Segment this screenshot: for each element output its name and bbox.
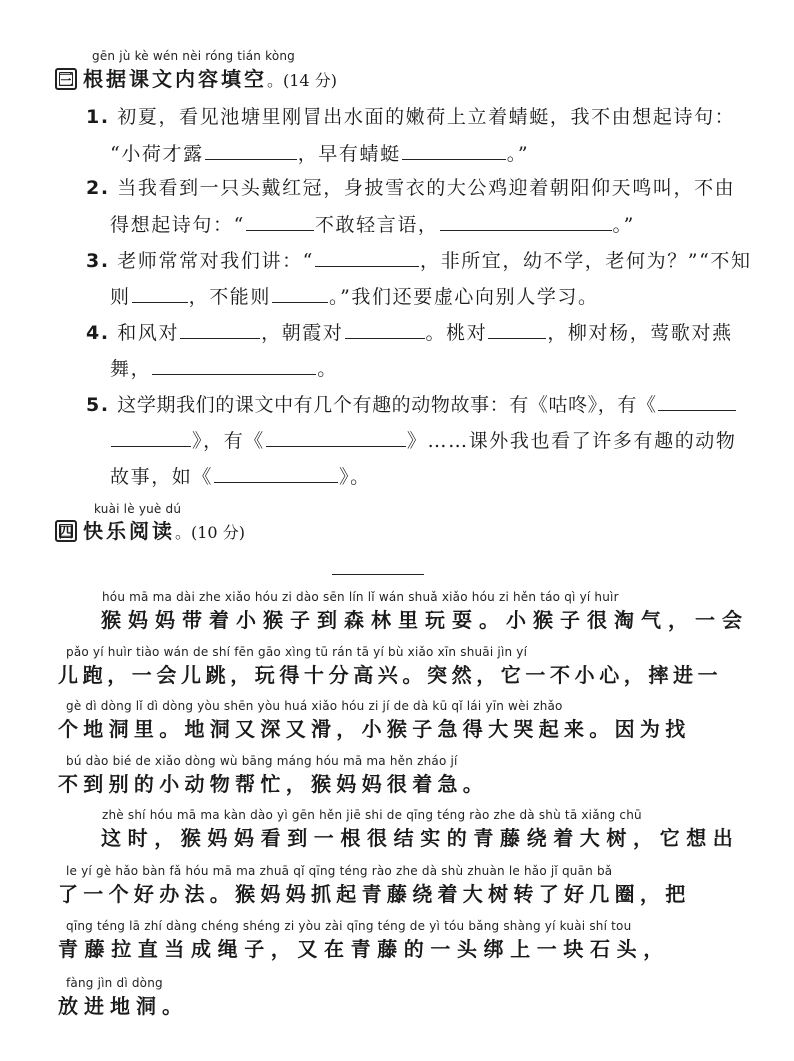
section4-title: 快乐阅读: [83, 519, 175, 543]
story-pinyin-7: qīng téng lā zhí dàng chéng shéng zi yòu zài qīng téng de yì tóu bǎng shàng yí kuài shí tou: [66, 919, 632, 933]
story-line-8: 放进地洞。: [58, 994, 188, 1018]
section4-pinyin: kuài lè yuè dú: [94, 502, 182, 516]
story-pinyin-2: pǎo yí huìr tiào wán de shí fēn gāo xìng tū rán tā yí bù xiǎo xīn shuāi jìn yí: [66, 645, 528, 659]
section4-points: 。(10 分): [175, 523, 245, 542]
story-line-5: 这时，猴妈妈看到一根很结实的青藤绕着大树，它想出: [101, 826, 740, 850]
section4-badge: 四: [55, 520, 77, 542]
q5-line2: 》，有《 》……课外我也看了许多有趣的动物: [110, 427, 737, 454]
q5-blank-1[interactable]: [658, 391, 736, 411]
story-pinyin-5: zhè shí hóu mā ma kàn dào yì gēn hěn jiē shi de qīng téng rào zhe dà shù tā xiǎng chū: [102, 808, 642, 822]
section4-heading: [55, 518, 245, 546]
q3-blank-2[interactable]: [132, 283, 188, 303]
story-pinyin-8: fàng jìn dì dòng: [66, 976, 163, 990]
q3-blank-3[interactable]: [272, 283, 328, 303]
q2-blank-2[interactable]: [440, 211, 612, 231]
q1-blank-2[interactable]: [402, 140, 506, 160]
section3-badge: 三: [55, 68, 77, 90]
q2-line1: 2. 当我看到一只头戴红冠，身披雪衣的大公鸡迎着朝阳仰天鸣叫，不由: [86, 177, 736, 199]
section3-points: 。(14 分): [267, 71, 337, 90]
q1-blank-1[interactable]: [205, 140, 297, 160]
q3-line2: 则 ，不能则 。”我们还要虚心向别人学习。: [110, 283, 599, 310]
q5-blank-1-cont[interactable]: [111, 427, 191, 447]
q2-blank-1[interactable]: [246, 211, 314, 231]
q4-blank-1[interactable]: [180, 319, 260, 339]
q4-blank-3[interactable]: [488, 319, 546, 339]
story-pinyin-6: le yí gè hǎo bàn fǎ hóu mā ma zhuā qǐ qīng téng rào zhe dà shù zhuàn le hǎo jǐ quān bǎ: [66, 864, 613, 878]
q5-line1: 5. 这学期我们的课文中有几个有趣的动物故事：有《咕咚》，有《: [86, 391, 737, 418]
story-line-6: 了一个好办法。猴妈妈抓起青藤绕着大树转了好几圈，把: [58, 882, 691, 906]
q1-line2: “小荷才露 ，早有蜻蜓 。”: [110, 140, 529, 167]
section3-title: 根据课文内容填空: [83, 67, 267, 91]
q1-line1: 1. 初夏，看见池塘里刚冒出水面的嫩荷上立着蜻蜓，我不由想起诗句：: [86, 106, 736, 128]
q4-blank-4[interactable]: [152, 355, 316, 375]
story-pinyin-3: gè dì dòng lǐ dì dòng yòu shēn yòu huá xiǎo hóu zi jí de dà kū qǐ lái yīn wèi zhǎo: [66, 699, 563, 713]
q5-line3: 故事，如《 》。: [110, 463, 371, 490]
story-line-4: 不到别的小动物帮忙，猴妈妈很着急。: [58, 772, 489, 796]
section3-pinyin: gēn jù kè wén nèi róng tián kòng: [92, 49, 295, 63]
q4-blank-2[interactable]: [345, 319, 425, 339]
q2-line2: 得想起诗句：“ 不敢轻言语， 。”: [110, 211, 635, 238]
story-line-1: 猴妈妈带着小猴子到森林里玩耍。小猴子很淘气，一会: [101, 608, 749, 632]
q3-blank-1[interactable]: [315, 247, 419, 267]
story-title-blank[interactable]: [332, 574, 424, 575]
q4-line1: 4. 和风对 ，朝霞对 。桃对 ，柳对杨，莺歌对燕: [86, 319, 733, 346]
story-line-2: 儿跑，一会儿跳，玩得十分高兴。突然，它一不小心，摔进一: [58, 663, 723, 687]
q5-blank-2[interactable]: [266, 427, 406, 447]
story-pinyin-4: bú dào bié de xiǎo dòng wù bāng máng hóu mā ma hěn zháo jí: [66, 754, 458, 768]
story-line-3: 个地洞里。地洞又深又滑，小猴子急得大哭起来。因为找: [58, 717, 691, 741]
section3-heading: [55, 66, 337, 94]
q4-line2: 舞， 。: [110, 355, 338, 382]
story-pinyin-1: hóu mā ma dài zhe xiǎo hóu zi dào sēn lín lǐ wán shuǎ xiǎo hóu zi hěn táo qì yí huìr: [102, 590, 619, 604]
q5-blank-3[interactable]: [214, 463, 338, 483]
q3-line1: 3. 老师常常对我们讲：“ ，非所宜，幼不学，老何为？”“不知: [86, 247, 752, 274]
story-line-7: 青藤拉直当成绳子，又在青藤的一头绑上一块石头，: [58, 937, 670, 961]
